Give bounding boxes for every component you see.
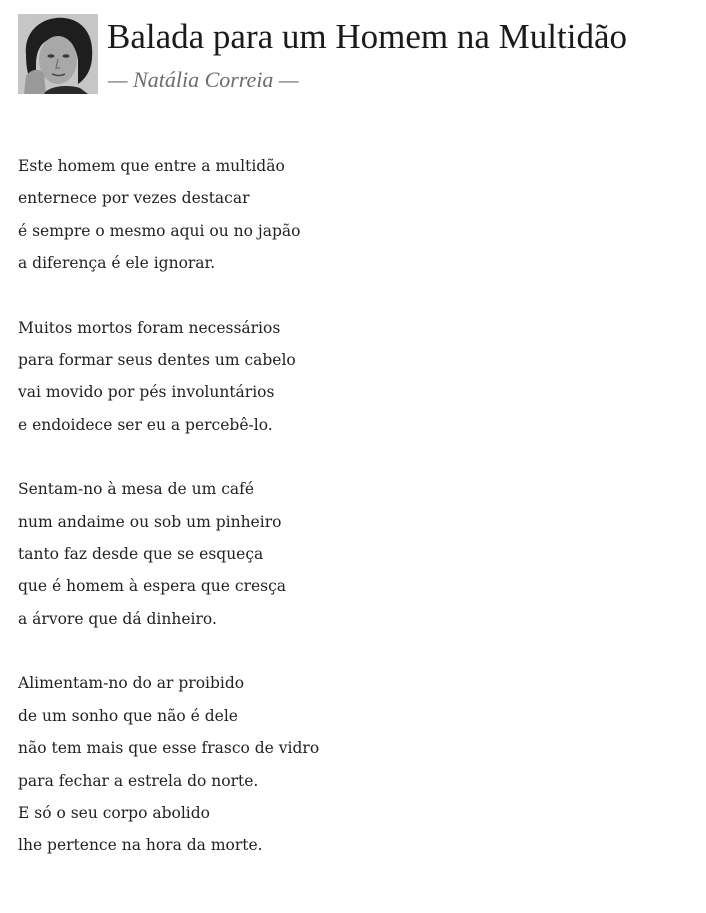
verse-line: num andaime ou sob um pinheiro (18, 512, 282, 531)
verse-line: E só o seu corpo abolido (18, 803, 211, 822)
verse-line: enternece por vezes destacar (18, 189, 250, 208)
verse-line: para formar seus dentes um cabelo (18, 351, 296, 370)
poem-author: — Natália Correia — (108, 67, 299, 92)
stanza-4 (18, 667, 688, 861)
poem-body (18, 150, 688, 894)
verse-line: Sentam-no à mesa de um café (18, 480, 255, 499)
verse-line: não tem mais que esse frasco de vidro (18, 739, 320, 758)
stanza-1 (18, 150, 688, 280)
verse-line: Alimentam-no do ar proibido (18, 674, 245, 693)
stanza-2 (18, 312, 688, 442)
verse-line: lhe pertence na hora da morte. (18, 836, 263, 855)
verse-line: Muitos mortos foram necessários (18, 318, 281, 337)
verse-line: é sempre o mesmo aqui ou no japão (18, 221, 301, 240)
verse-line: que é homem à espera que cresça (18, 577, 287, 596)
verse-line: a árvore que dá dinheiro. (18, 609, 217, 628)
author-photo (18, 14, 98, 94)
verse-line: para fechar a estrela do norte. (18, 771, 259, 790)
poem-title: Balada para um Homem na Multidão (107, 17, 627, 56)
author-portrait-icon (18, 14, 98, 94)
verse-line: e endoidece ser eu a percebê-lo. (18, 415, 273, 434)
verse-line: vai movido por pés involuntários (18, 383, 275, 402)
verse-line: de um sonho que não é dele (18, 706, 238, 725)
verse-line: tanto faz desde que se esqueça (18, 545, 264, 564)
stanza-3 (18, 473, 688, 635)
poem-header (18, 14, 706, 96)
verse-line: a diferença é ele ignorar. (18, 254, 216, 273)
verse-line: Este homem que entre a multidão (18, 157, 285, 175)
